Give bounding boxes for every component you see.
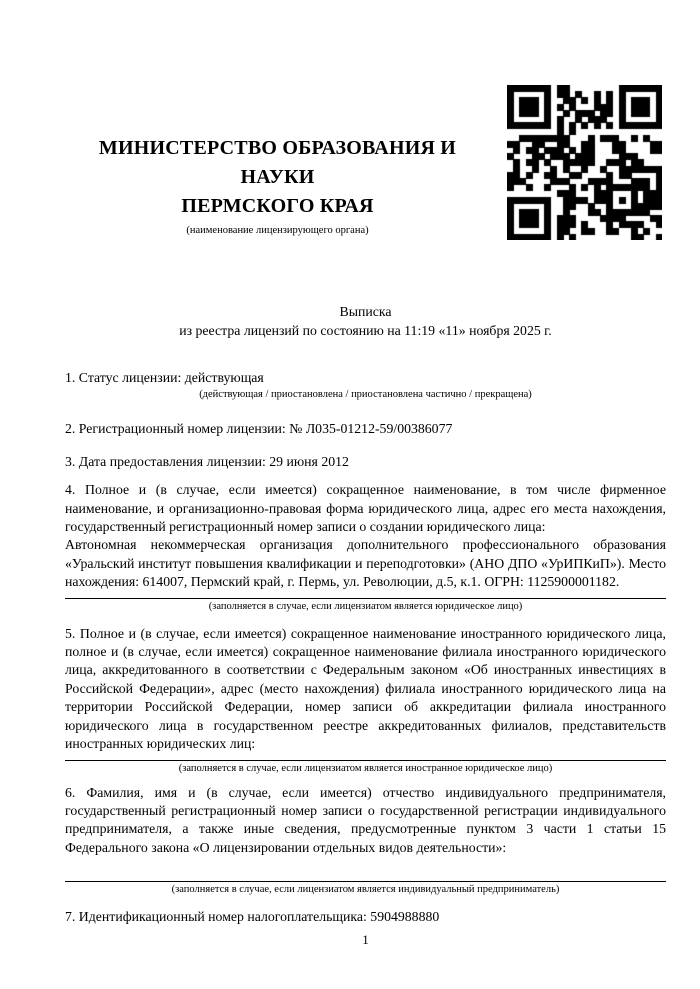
document-body [65, 0, 666, 927]
item-text: 7. Идентификационный номер налогоплательщика: 5904988880 [65, 909, 440, 925]
blank-value-line [65, 857, 666, 875]
license-item [65, 481, 666, 611]
document-title-line1: Выписка [339, 304, 392, 319]
separator-line [65, 598, 666, 599]
item-value: Автономная некоммерческая организация дополнительного профессионального образования «Уральский институт повышения квалификации и переподготовки» (АНО ДПО «УрИПКиП»). Место нахождения: 614007, Пермский край, г. Пермь, ул. Революции, д.5, к.1. ОГРН: 1125900001182. [65, 537, 666, 590]
license-items [65, 369, 666, 927]
document-title-line2: из реестра лицензий по состоянию на 11:19 «11» ноября 2025 г. [179, 323, 552, 338]
license-item [65, 453, 666, 471]
ministry-name-line1: МИНИСТЕРСТВО ОБРАЗОВАНИЯ И НАУКИ [98, 137, 457, 188]
item-caption: (заполняется в случае, если лицензиатом является индивидуальный предприниматель) [171, 884, 560, 896]
page-footer [65, 932, 666, 948]
item-text: 4. Полное и (в случае, если имеется) сокращенное наименование, в том числе фирменное наименование, и организационно-правовая форма юридического лица, адрес его места нахождения, государственный регистрационный номер записи о создании юридического лица: [65, 482, 666, 535]
item-text: 1. Статус лицензии: действующая [65, 370, 264, 385]
license-item [65, 369, 666, 400]
license-item [65, 784, 666, 896]
license-item [65, 625, 666, 774]
page-number: 1 [362, 932, 369, 947]
ministry-caption: (наименование лицензирующего органа) [186, 225, 369, 236]
item-text: 2. Регистрационный номер лицензии: № Л035-01212-59/00386077 [65, 421, 453, 437]
item-text: 5. Полное и (в случае, если имеется) сокращенное наименование иностранного юридического лица, полное и (в случае, если имеется) сокращенное наименование филиала иностранного юридического лица, аккредитованного в соответствии с Федеральным законом «Об иностранных инвестициях в Российской Федерации», адрес (место нахождения) филиала иностранного юридического лица на территории Российской Федерации, номер записи об аккредитации филиала иностранного юридического лица в государственном реестре аккредитованных филиалов, представительств иностранных юридических лиц: [65, 625, 666, 752]
license-item [65, 420, 666, 438]
item-caption: (действующая / приостановлена / приостановлена частично / прекращена) [199, 389, 532, 401]
document-title [65, 302, 666, 340]
item-text: 3. Дата предоставления лицензии: 29 июня 2012 [65, 453, 349, 469]
item-caption: (заполняется в случае, если лицензиатом является юридическое лицо) [208, 600, 523, 612]
license-item [65, 908, 666, 926]
item-text: 6. Фамилия, имя и (в случае, если имеется) отчество индивидуального предпринимателя, государственный регистрационный номер записи о государственной регистрации индивидуального предпринимателя, а также иные сведения, предусмотренные пунктом 3 части 1 статьи 15 Федерального закона «О лицензировании отдельных видов деятельности»: [65, 784, 666, 855]
separator-line [65, 881, 666, 882]
ministry-name-line2: ПЕРМСКОГО КРАЯ [181, 195, 374, 217]
separator-line [65, 760, 666, 761]
item-caption: (заполняется в случае, если лицензиатом является иностранное юридическое лицо) [178, 762, 553, 774]
